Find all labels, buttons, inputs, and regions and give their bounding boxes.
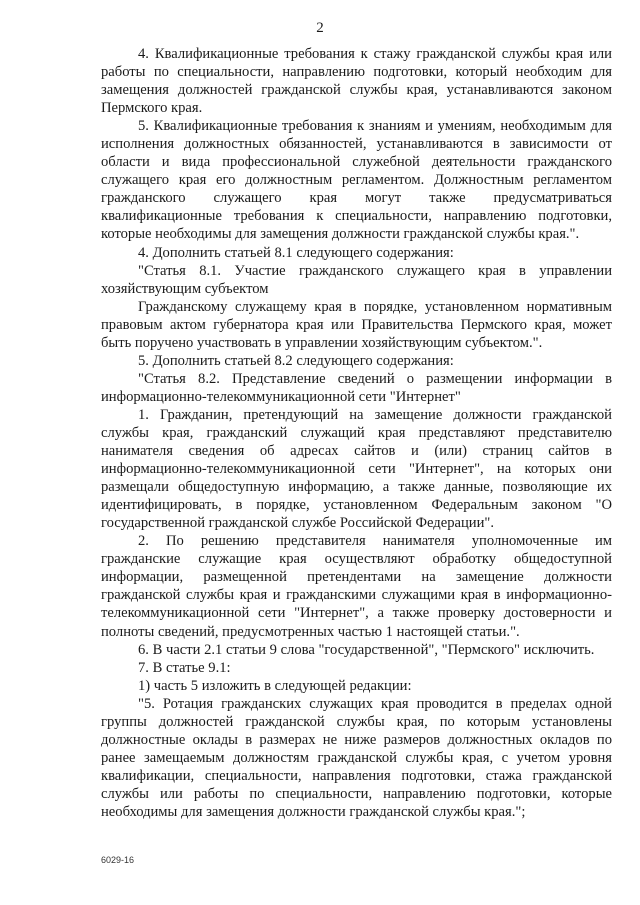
paragraph-add-article-8-1: 4. Дополнить статьей 8.1 следующего содержания: [138,244,454,261]
paragraph-7-article-9-1: 7. В статье 9.1: [138,659,231,676]
paragraph-6-article-9: 6. В части 2.1 статьи 9 слова "государственной", "Пермского" исключить. [138,641,595,658]
rotation-text: "5. Ротация гражданских служащих края проводится в пределах одной группы должностей гражданской службы края, по которым установлены должностные оклады в размерах не ниже размеров должностных окладов по ранее замещаемым должностям гражданской службы края, с учетом уровня квалификации, специальности, направления подготовки, стажа гражданской службы или работы по специальности, направлению подготовки, которые необходимы для замещения должности гражданской службы края."; [101,695,612,820]
document-code: 6029-16 [101,855,135,865]
paragraph-add-article-8-2: 5. Дополнить статьей 8.2 следующего содержания: [138,352,454,369]
article-8-1-text: Гражданскому служащему края в порядке, установленном нормативным правовым актом губернатора края или Правительства Пермского края, может быть поручено участвовать в управлении хозяйствующим субъектом.". [101,298,612,351]
paragraph-5-qualification-knowledge: 5. Квалификационные требования к знаниям и умениям, необходимым для исполнения должностных обязанностей, устанавливаются в зависимости от области и вида профессиональной служебной деятельности гражданского служащего края его должностным регламентом. Должностным регламентом гражданского служащего края могут также предусматриваться квалификационные требования к специальности, направлению подготовки, которые необходимы для замещения должности гражданской службы края.". [101,118,612,243]
subparagraph-1-part-5: 1) часть 5 изложить в следующей редакции: [138,677,412,694]
paragraph-4-qualification-experience: 4. Квалификационные требования к стажу гражданской службы края или работы по специальности, направлению подготовки, который необходим для замещения должностей гражданской службы края, устанавливаются законом Пермского края. [101,46,612,117]
article-8-2-part-1: 1. Гражданин, претендующий на замещение должности гражданской службы края, гражданский служащий края представляют представителю нанимателя сведения об адресах сайтов и (или) страниц сайтов в информационно-телекоммуникационной сети "Интернет", на которых они размещали общедоступную информацию, а также данные, позволяющие их идентифицировать, в порядке, установленном Федеральным законом "О государственной гражданской службе Российской Федерации". [101,406,612,532]
document-body [101,45,612,821]
article-8-2-heading: "Статья 8.2. Представление сведений о размещении информации в информационно-телекоммуникационной сети "Интернет" [101,370,612,405]
page-number: 2 [316,20,324,36]
article-8-1-heading: "Статья 8.1. Участие гражданского служащего края в управлении хозяйствующим субъектом [101,262,612,297]
article-8-2-part-2: 2. По решению представителя нанимателя уполномоченные им гражданские служащие края осуществляют обработку общедоступной информации, размещенной претендентами на замещение должности гражданской службы края и гражданскими служащими края в информационно-телекоммуникационной сети "Интернет", а также проверку достоверности и полноты сведений, предусмотренных частью 1 настоящей статьи.". [101,533,612,640]
